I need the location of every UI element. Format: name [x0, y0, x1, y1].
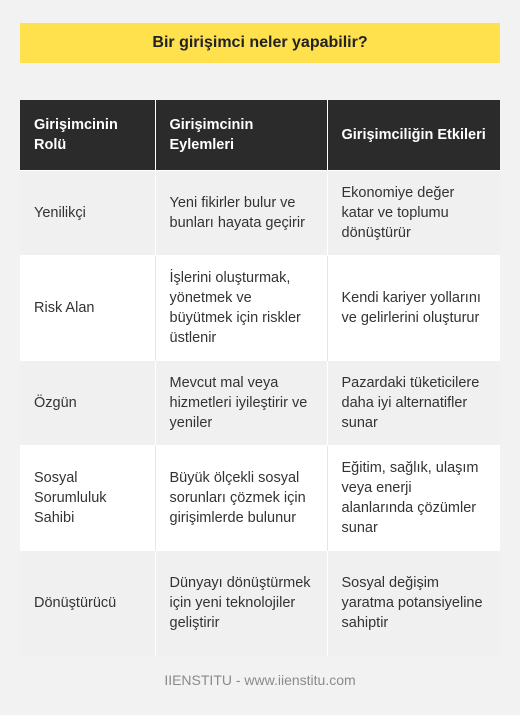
cell-effects: Eğitim, sağlık, ulaşım veya enerji alanlarında çözümler sunar — [327, 446, 500, 551]
cell-role: Dönüştürücü — [20, 551, 155, 656]
header-effects: Girişimciliğin Etkileri — [327, 100, 500, 171]
table-row — [20, 256, 500, 361]
header-actions: Girişimcinin Eylemleri — [155, 100, 327, 171]
table-body — [20, 171, 500, 656]
header-row — [20, 100, 500, 171]
cell-actions: İşlerini oluşturmak, yönetmek ve büyütmek için riskler üstlenir — [155, 256, 327, 361]
cell-effects: Ekonomiye değer katar ve toplumu dönüştürür — [327, 171, 500, 256]
roles-table — [20, 100, 500, 656]
cell-effects: Sosyal değişim yaratma potansiyeline sahiptir — [327, 551, 500, 656]
cell-effects: Kendi kariyer yollarını ve gelirlerini oluşturur — [327, 256, 500, 361]
title-banner — [20, 23, 500, 63]
header-role: Girişimcinin Rolü — [20, 100, 155, 171]
cell-actions: Dünyayı dönüştürmek için yeni teknolojiler geliştirir — [155, 551, 327, 656]
table-row — [20, 171, 500, 256]
cell-actions: Yeni fikirler bulur ve bunları hayata geçirir — [155, 171, 327, 256]
footer-credit: IIENSTITU - www.iienstitu.com — [164, 672, 356, 688]
cell-role: Yenilikçi — [20, 171, 155, 256]
cell-actions: Büyük ölçekli sosyal sorunları çözmek için girişimlerde bulunur — [155, 446, 327, 551]
cell-role: Risk Alan — [20, 256, 155, 361]
roles-table-container — [20, 100, 500, 656]
table-row — [20, 446, 500, 551]
cell-effects: Pazardaki tüketicilere daha iyi alternatifler sunar — [327, 361, 500, 446]
page-title: Bir girişimci neler yapabilir? — [152, 34, 368, 51]
cell-role: Özgün — [20, 361, 155, 446]
table-header — [20, 100, 500, 171]
table-row — [20, 361, 500, 446]
table-row — [20, 551, 500, 656]
cell-role: Sosyal Sorumluluk Sahibi — [20, 446, 155, 551]
cell-actions: Mevcut mal veya hizmetleri iyileştirir ve yeniler — [155, 361, 327, 446]
